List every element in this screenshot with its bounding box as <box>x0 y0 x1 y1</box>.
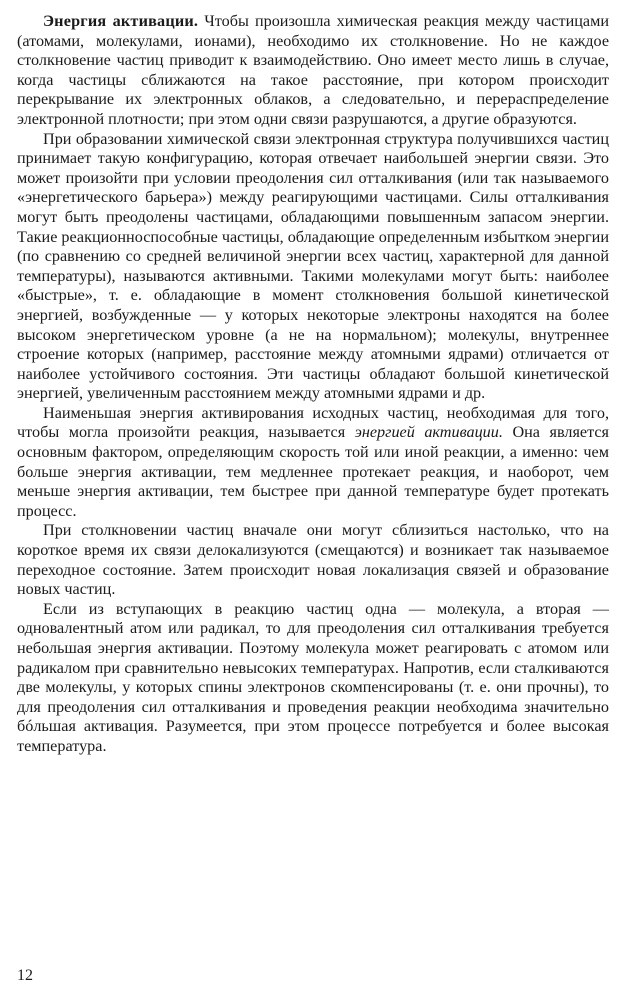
paragraph-activation-energy-intro <box>17 12 609 130</box>
paragraph-radicals: Если из вступающих в реакцию частиц одна — молекула, а вторая — одновалентный атом или радикал, то для преодоления сил отталкивания требуется небольшая энергия активации. Поэтому молекула может реагировать с атомом или радикалом при сравнительно невысоких температурах. Напротив, если сталкиваются две молекулы, у которых спины электронов скомпенсированы (т. е. они прочны), то для преодоления сил отталкивания и проведения реакции необходима значительно бóльшая активация. Разумеется, при этом процессе потребуется и более высокая температура. <box>17 599 609 755</box>
paragraph-text: Чтобы произошла химическая реакция между частицами (атомами, молекулами, ионами), необходимо их столкновение. Но не каждое столкновение частиц приводит к взаимодействию. Оно имеет место лишь в случае, когда частицы сближаются на такое расстояние, при котором происходит перекрывание их электронных облаков, а следовательно, и перераспределение электронной плотности; при этом одни связи разрушаются, а другие образуются. <box>17 12 609 128</box>
paragraph-definition <box>17 404 609 522</box>
paragraph-transition-state: При столкновении частиц вначале они могут сблизиться настолько, что на короткое время их связи делокализуются (смещаются) и возникает так называемое переходное состояние. Затем происходит новая локализация связей и образование новых частиц. <box>17 521 609 599</box>
paragraph-chemical-bond: При образовании химической связи электронная структура получившихся частиц принимает такую конфигурацию, которая отвечает наибольшей энергии связи. Это может произойти при условии преодоления сил отталкивания (или так называемого «энергетического барьера») между реагирующими частицами. Силы отталкивания могут быть преодолены частицами, обладающими повышенным запасом энергии. Такие реакционноспособные частицы, обладающие определенным избытком энергии (по сравнению со средней величиной энергии всех частиц, характерной для данной температуры), называются активными. Такими молекулами могут быть: наиболее «быстрые», т. е. обладающие в момент столкновения большой кинетической энергией, возбужденные — у которых некоторые электроны находятся на более высоком энергетическом уровне (а не на нормальном); молекулы, внутреннее строение которых (например, расстояние между атомными ядрами) отличается от наиболее устойчивого состояния. Эти частицы обладают большой кинетической энергией, увеличенным расстоянием между атомными ядрами и др. <box>17 129 609 403</box>
page-body <box>17 12 609 757</box>
page-number: 12 <box>17 967 33 984</box>
term-activation-energy: энергией активации. <box>354 423 503 442</box>
section-heading: Энергия активации. <box>43 12 199 30</box>
paragraph-text-after: Она является основным фактором, определяющим скорость той или иной реакции, а именно: чем больше энергия активации, тем медленнее протекает реакция, и наоборот, чем меньше энергия активации, тем быстрее при данной температуре будет протекать процесс. <box>17 423 609 520</box>
paragraph-text-before: Наименьшая энергия активирования исходных частиц, необходимая для того, чтобы могла произойти реакция, называется <box>17 403 609 442</box>
